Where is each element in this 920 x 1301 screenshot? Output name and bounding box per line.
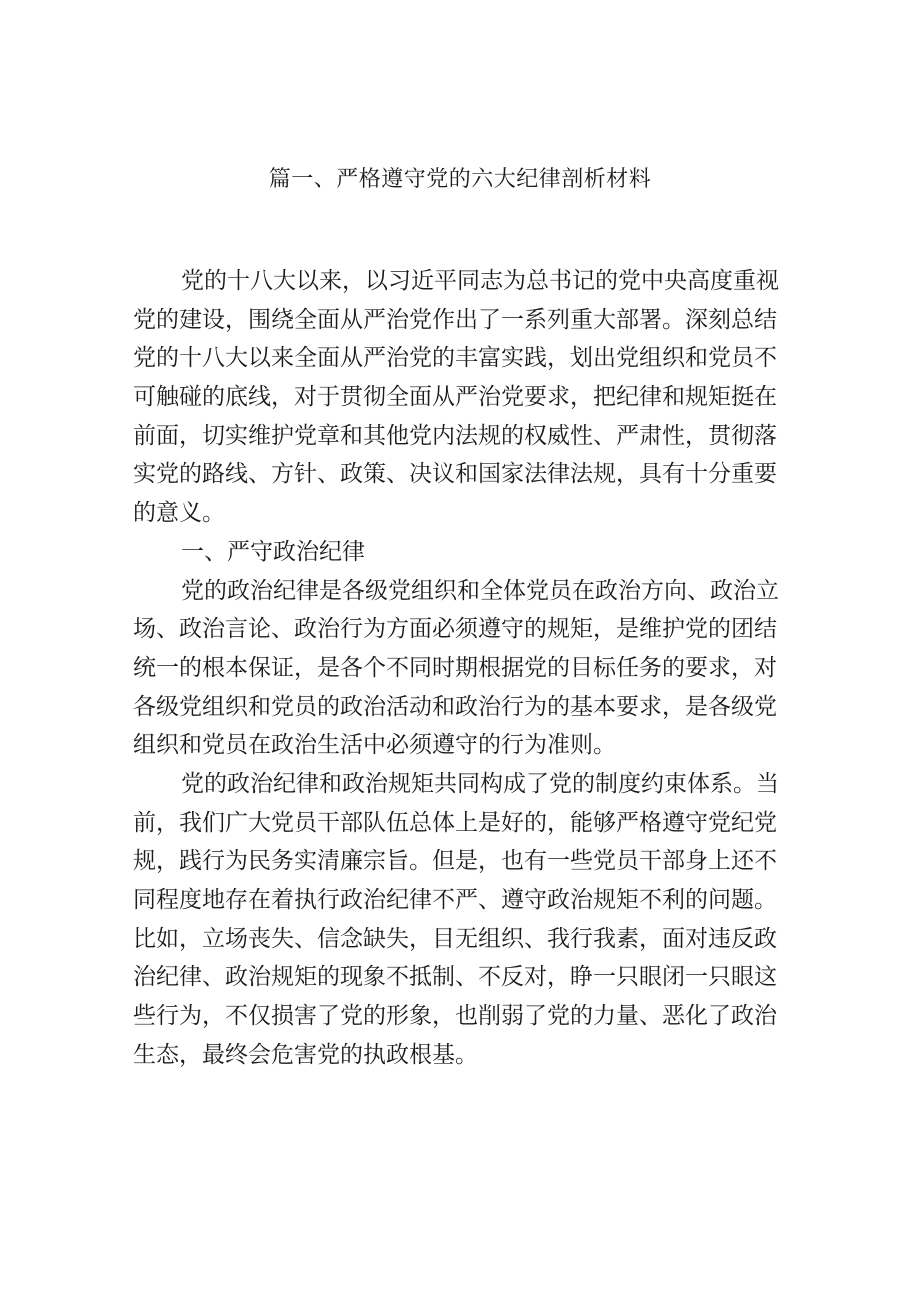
paragraph-3-line-6: 治纪律、政治规矩的现象不抵制、不反对，睁一只眼闭一只眼这 — [133, 964, 777, 991]
paragraph-3-line-5: 比如，立场丧失、信念缺失，目无组织、我行我素，面对违反政 — [133, 925, 777, 952]
paragraph-2-line-5: 组织和党员在政治生活中必须遵守的行为准则。 — [133, 732, 616, 759]
paragraph-3-line-4: 同程度地存在着执行政治纪律不严、遵守政治规矩不利的问题。 — [133, 887, 777, 913]
paragraph-3-line-3: 规，践行为民务实清廉宗旨。但是，也有一些党员干部身上还不 — [133, 848, 777, 875]
document-body — [133, 262, 793, 1074]
paragraph-1-line-2: 党的建设，围绕全面从严治党作出了一系列重大部署。深刻总结 — [133, 306, 777, 333]
paragraph-1-line-4: 可触碰的底线，对于贯彻全面从严治党要求，把纪律和规矩挺在 — [133, 384, 777, 411]
paragraph-2-line-4: 各级党组织和党员的政治活动和政治行为的基本要求，是各级党 — [133, 693, 777, 720]
paragraph-1-line-5: 前面，切实维护党章和其他党内法规的权威性、严肃性，贯彻落 — [133, 422, 777, 449]
paragraph-2-line-2: 场、政治言论、政治行为方面必须遵守的规矩，是维护党的团结 — [133, 616, 777, 643]
paragraph-3-line-1: 党的政治纪律和政治规矩共同构成了党的制度约束体系。当 — [181, 770, 779, 797]
section-heading: 一、严守政治纪律 — [181, 538, 365, 565]
paragraph-2-line-3: 统一的根本保证，是各个不同时期根据党的目标任务的要求，对 — [133, 654, 777, 681]
paragraph-1-line-1: 党的十八大以来，以习近平同志为总书记的党中央高度重视 — [181, 268, 779, 294]
document-title: 篇一、严格遵守党的六大纪律剖析材料 — [268, 167, 652, 192]
paragraph-3-line-7: 些行为，不仅损害了党的形象，也削弱了党的力量、恶化了政治 — [133, 1003, 777, 1030]
paragraph-1-line-7: 的意义。 — [133, 500, 225, 527]
paragraph-3-line-2: 前，我们广大党员干部队伍总体上是好的，能够严格遵守党纪党 — [133, 809, 777, 836]
paragraph-1-line-3: 党的十八大以来全面从严治党的丰富实践，划出党组织和党员不 — [133, 345, 777, 372]
paragraph-2-line-1: 党的政治纪律是各级党组织和全体党员在政治方向、政治立 — [181, 577, 779, 604]
paragraph-3-line-8: 生态，最终会危害党的执政根基。 — [133, 1041, 478, 1068]
paragraph-1-line-6: 实党的路线、方针、政策、决议和国家法律法规，具有十分重要 — [133, 461, 777, 488]
